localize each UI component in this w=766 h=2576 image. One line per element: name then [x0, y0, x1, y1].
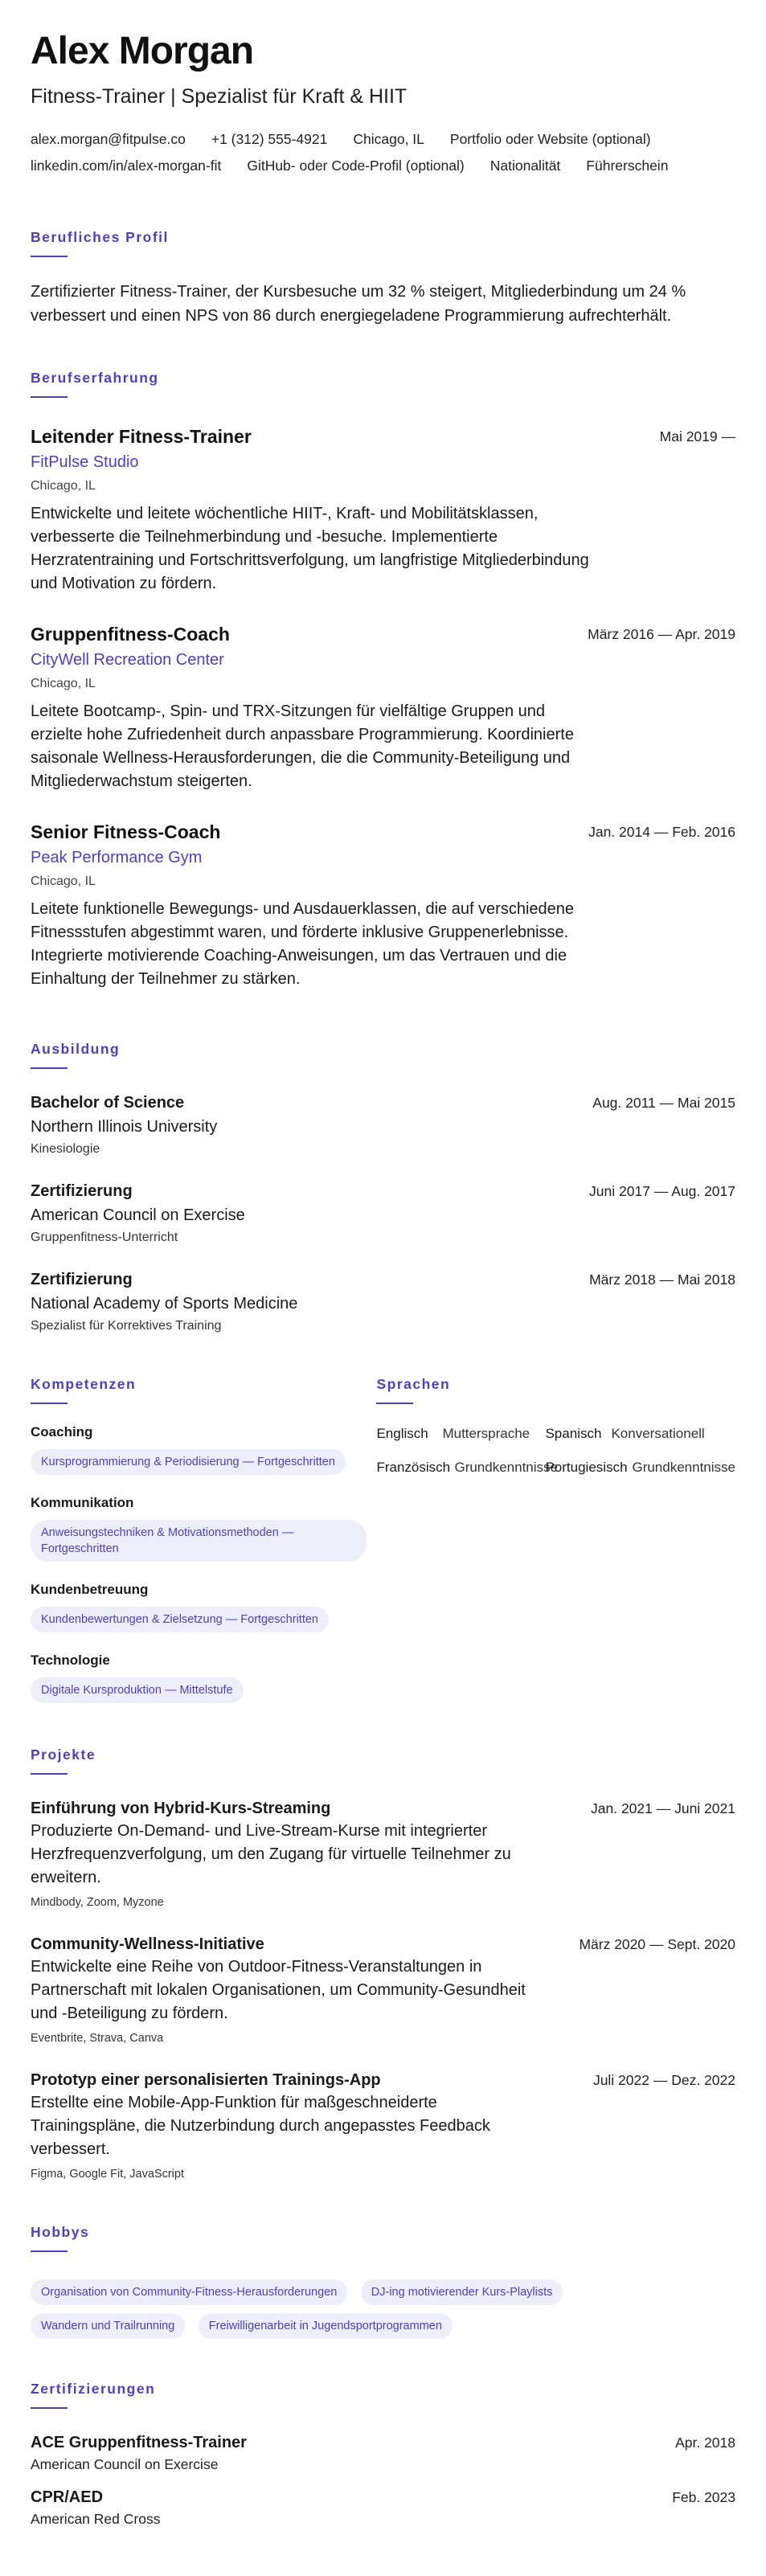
section-divider: [376, 1403, 413, 1404]
education-degree: Zertifizierung: [31, 1182, 133, 1200]
job-company: FitPulse Studio: [31, 453, 139, 471]
language-list: [376, 1425, 735, 1476]
education-field: Gruppenfitness-Unterricht: [31, 1230, 178, 1244]
education-degree: Bachelor of Science: [31, 1093, 185, 1112]
language-level: Grundkenntnisse: [632, 1459, 735, 1475]
resume-header: [31, 31, 735, 179]
section-divider: [31, 2407, 68, 2409]
language-row: [376, 1425, 735, 1443]
section-title-languages: Sprachen: [376, 1375, 451, 1392]
skill-category: Kundenbetreuung: [31, 1581, 149, 1597]
section-title-experience: Berufserfahrung: [31, 369, 159, 386]
education-school: National Academy of Sports Medicine: [31, 1294, 298, 1313]
section-divider: [31, 1067, 68, 1069]
candidate-name: Alex Morgan: [31, 30, 254, 72]
certification-date: Feb. 2023: [672, 2488, 735, 2505]
skills-section: [31, 1334, 376, 1703]
contact-nationality: Nationalität: [490, 157, 561, 174]
section-title-hobbies: Hobbys: [31, 2223, 90, 2240]
language-level: Grundkenntnisse: [454, 1459, 558, 1475]
project-title: Prototyp einer personalisierten Trainings-App: [31, 2070, 381, 2089]
project-tech: Eventbrite, Strava, Canva: [31, 2031, 164, 2045]
project-title: Community-Wellness-Initiative: [31, 1935, 264, 1953]
skill-group: [31, 1581, 376, 1632]
skill-chip: Kursprogrammierung & Periodisierung — Fortgeschritten: [31, 1449, 346, 1475]
contact-linkedin[interactable]: linkedin.com/in/alex-morgan-fit: [31, 157, 222, 174]
languages-section: [376, 1334, 735, 1703]
job-date: März 2016 — Apr. 2019: [588, 625, 735, 642]
project-description: Erstellte eine Mobile-App-Funktion für maßgeschneiderte Trainingspläne, die Nutzerbindung durch angepasstes Feedback verbessert.: [31, 2093, 490, 2158]
section-divider: [31, 256, 68, 257]
hobbies-section: [31, 2224, 735, 2339]
section-title-profile: Berufliches Profil: [31, 228, 169, 245]
job-title: Gruppenfitness-Coach: [31, 623, 230, 645]
language-name: Französisch: [376, 1459, 451, 1475]
certification-name: ACE Gruppenfitness-Trainer: [31, 2433, 247, 2451]
job-location: Chicago, IL: [31, 874, 96, 888]
job-title: Leitender Fitness-Trainer: [31, 425, 252, 447]
job-company: CityWell Recreation Center: [31, 650, 224, 669]
certifications-section: [31, 2381, 735, 2528]
certification-issuer: American Council on Exercise: [31, 2455, 219, 2472]
education-school: Northern Illinois University: [31, 1117, 218, 1136]
section-divider: [31, 1773, 68, 1775]
hobby-list: [31, 2271, 641, 2339]
project-title: Einführung von Hybrid-Kurs-Streaming: [31, 1799, 331, 1817]
section-title-skills: Kompetenzen: [31, 1375, 137, 1392]
section-divider: [31, 396, 68, 398]
experience-section: [31, 370, 735, 991]
skill-chip: Digitale Kursproduktion — Mittelstufe: [31, 1677, 244, 1703]
contact-location: Chicago, IL: [353, 130, 424, 147]
project-tech: Mindbody, Zoom, Myzone: [31, 1895, 164, 1909]
project-entry: [31, 1799, 735, 1910]
language-row: [376, 1459, 735, 1476]
project-entry: [31, 1935, 735, 2046]
education-entry: [31, 1270, 735, 1334]
contact-portfolio[interactable]: Portfolio oder Website (optional): [449, 130, 651, 147]
job-entry: [31, 821, 735, 991]
job-company: Peak Performance Gym: [31, 848, 203, 866]
certification-name: CPR/AED: [31, 2488, 104, 2506]
education-entry: [31, 1093, 735, 1157]
project-date: Juli 2022 — Dez. 2022: [592, 2071, 735, 2088]
education-field: Kinesiologie: [31, 1141, 100, 1156]
job-description: Leitete Bootcamp-, Spin- und TRX-Sitzungen für vielfältige Gruppen und erzielte hohe Zufriedenheit durch anpassbare Programmierung. Koordinierte saisonale Wellness-Herausforderungen, die die Community-Beteiligung und Mitgliederwachstum steigerten.: [31, 702, 574, 790]
language-level: Muttersprache: [442, 1425, 530, 1441]
language-name: Spanisch: [545, 1425, 602, 1441]
education-degree: Zertifizierung: [31, 1270, 133, 1288]
project-description: Produzierte On-Demand- und Live-Stream-Kurse mit integrierter Herzfrequenzverfolgung, um den Zugang für virtuelle Teilnehmer zu erweitern.: [31, 1821, 511, 1886]
job-date: Mai 2019 —: [659, 428, 735, 444]
job-location: Chicago, IL: [31, 676, 96, 690]
certification-entry: [31, 2488, 735, 2528]
certification-entry: [31, 2433, 735, 2473]
language-name: Portugiesisch: [545, 1459, 628, 1475]
section-title-projects: Projekte: [31, 1746, 96, 1763]
skill-category: Kommunikation: [31, 1494, 134, 1510]
education-date: März 2018 — Mai 2018: [589, 1271, 735, 1288]
education-section: [31, 1041, 735, 1334]
projects-section: [31, 1747, 735, 2182]
contact-row-2: [31, 153, 735, 179]
contact-row-1: [31, 126, 735, 153]
candidate-headline: Fitness-Trainer | Spezialist für Kraft & HIIT: [31, 84, 408, 108]
project-tech: Figma, Google Fit, JavaScript: [31, 2167, 184, 2181]
skill-chip: Anweisungstechniken & Motivationsmethoden — Fortgeschritten: [31, 1520, 367, 1562]
job-entry: [31, 425, 735, 596]
job-location: Chicago, IL: [31, 478, 96, 493]
contact-phone[interactable]: +1 (312) 555-4921: [211, 130, 328, 147]
contact-email[interactable]: alex.morgan@fitpulse.co: [31, 130, 186, 147]
certification-issuer: American Red Cross: [31, 2510, 161, 2527]
certification-date: Apr. 2018: [675, 2434, 735, 2451]
project-description: Entwickelte eine Reihe von Outdoor-Fitness-Veranstaltungen in Partnerschaft mit lokalen Organisationen, um Community-Gesundheit und -Beteiligung zu fördern.: [31, 1957, 526, 2022]
job-date: Jan. 2014 — Feb. 2016: [588, 823, 735, 840]
profile-section: [31, 229, 735, 328]
section-divider: [31, 2250, 68, 2252]
profile-summary: Zertifizierter Fitness-Trainer, der Kursbesuche um 32 % steigert, Mitgliederbindung um 24 % verbessert und einen NPS von 86 durch energiegeladene Programmierung aufrechterhält.: [31, 282, 686, 325]
hobby-chip: Wandern und Trailrunning: [31, 2313, 185, 2339]
skill-category: Coaching: [31, 1423, 93, 1440]
skill-chip: Kundenbewertungen & Zielsetzung — Fortgeschritten: [31, 1607, 329, 1632]
section-divider: [31, 1403, 68, 1404]
skill-group: [31, 1652, 376, 1703]
education-date: Aug. 2011 — Mai 2015: [592, 1094, 735, 1111]
hobby-chip: Freiwilligenarbeit in Jugendsportprogrammen: [199, 2313, 453, 2339]
section-title-education: Ausbildung: [31, 1040, 121, 1057]
skills-languages-row: [31, 1334, 735, 1703]
skill-group: [31, 1494, 376, 1562]
language-level: Konversationell: [611, 1425, 705, 1441]
hobby-chip: Organisation von Community-Fitness-Herausforderungen: [31, 2279, 347, 2305]
contact-github[interactable]: GitHub- oder Code-Profil (optional): [247, 157, 465, 174]
project-entry: [31, 2070, 735, 2182]
project-date: März 2020 — Sept. 2020: [579, 1935, 735, 1952]
skill-category: Technologie: [31, 1652, 110, 1668]
contact-license: Führerschein: [586, 157, 669, 174]
job-entry: [31, 623, 735, 793]
education-school: American Council on Exercise: [31, 1206, 245, 1224]
section-title-certifications: Zertifizierungen: [31, 2380, 156, 2397]
skill-group: [31, 1423, 376, 1475]
contact-info: [31, 126, 735, 179]
job-description: Entwickelte und leitete wöchentliche HIIT-, Kraft- und Mobilitätsklassen, verbesserte die Teilnehmerbindung und -besuche. Implementierte Herzratentraining und Fortschrittsverfolgung, um langfristige Mitgliederbindung und Motivation zu fördern.: [31, 504, 589, 592]
job-title: Senior Fitness-Coach: [31, 821, 221, 842]
language-name: Englisch: [376, 1425, 428, 1441]
hobby-chip: DJ-ing motivierender Kurs-Playlists: [361, 2279, 563, 2305]
job-description: Leitete funktionelle Bewegungs- und Ausdauerklassen, die auf verschiedene Fitnessstufen abgestimmt waren, und förderte inklusive Gruppenerlebnisse. Integrierte motivierende Coaching-Anweisungen, um das Vertrauen und die Einhaltung der Teilnehmer zu stärken.: [31, 899, 575, 988]
education-field: Spezialist für Korrektives Training: [31, 1318, 222, 1333]
project-date: Jan. 2021 — Juni 2021: [591, 1800, 735, 1816]
education-date: Juni 2017 — Aug. 2017: [589, 1182, 735, 1199]
education-entry: [31, 1182, 735, 1246]
